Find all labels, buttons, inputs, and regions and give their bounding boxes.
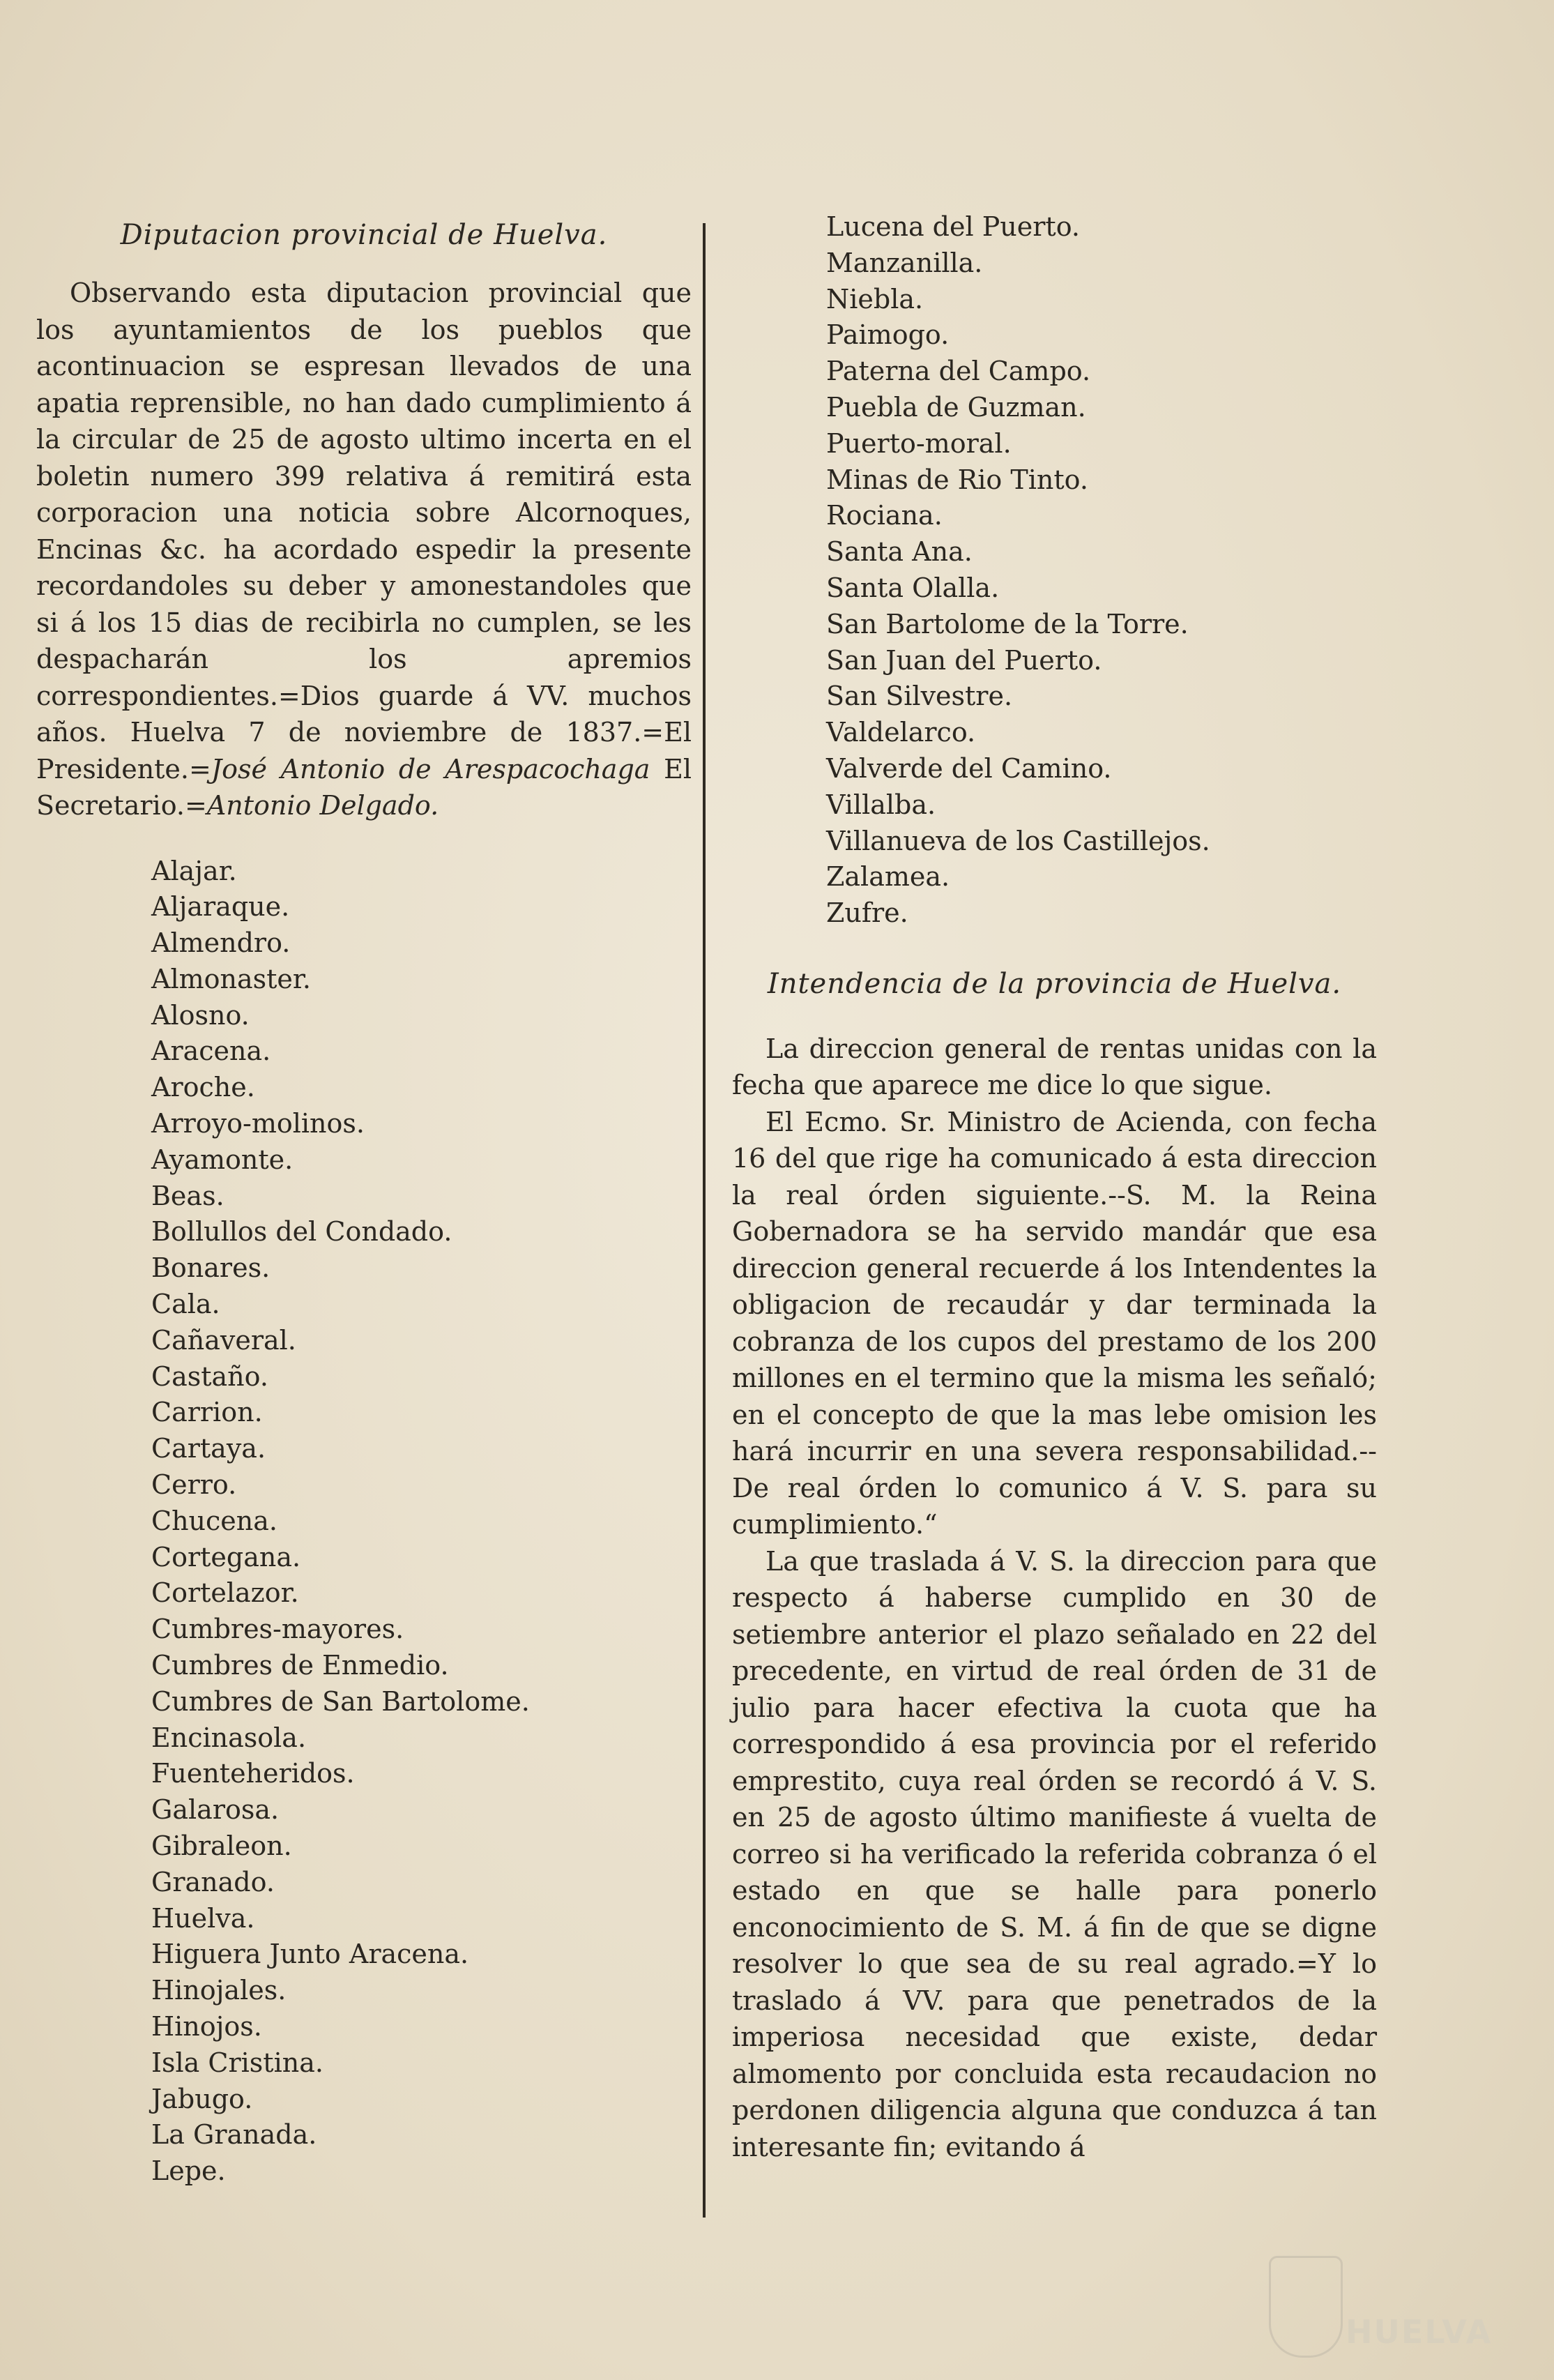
right-column [732, 209, 1377, 2165]
town-item: Cartaya. [151, 1433, 266, 1464]
town-list-right [732, 209, 1377, 932]
town-item: Encinasola. [151, 1722, 307, 1753]
town-item: Arroyo-molinos. [151, 1108, 365, 1139]
town-item: Alajar. [151, 855, 237, 886]
intendencia-paragraph-3: La que traslada á V. S. la direccion para que respecto á haberse cumplido en 30 de setiembre anterior el plazo señalado en 22 del precedente, en virtud de real órden de 31 de julio para hacer efectiva la cuota que ha correspondido á esa provincia por el referido emprestito, cuya real órden se recordó á V. S. en 25 de agosto último manifieste á vuelta de correo si ha verificado la referida cobranza ó el estado en que se halle para ponerlo enconocimiento de S. M. á fin de que se digne resolver lo que sea de su real agrado.=Y lo traslado á VV. para que penetrados de la imperiosa necesidad que existe, dedar almomento por concluida esta recaudacion no perdonen diligencia alguna que conduzca á tan interesante fin; evitando á [732, 1545, 1377, 2162]
town-item: Huelva. [151, 1902, 255, 1934]
town-item: Puerto-moral. [826, 427, 1012, 459]
town-item: Paimogo. [826, 319, 950, 351]
town-item: Bollullos del Condado. [151, 1216, 452, 1248]
town-item: Cumbres-mayores. [151, 1614, 404, 1645]
town-item: Santa Olalla. [826, 572, 1000, 603]
town-item: Almendro. [151, 927, 291, 959]
town-item: Fuenteheridos. [151, 1758, 355, 1789]
town-item: Cañaveral. [151, 1324, 296, 1356]
town-item: Ayamonte. [151, 1144, 294, 1175]
town-item: Valverde del Camino. [826, 752, 1112, 784]
town-list-left [36, 854, 692, 2190]
town-item: Galarosa. [151, 1794, 280, 1826]
town-item: Villalba. [826, 789, 936, 820]
secretary-label: El Secretario.= [36, 753, 692, 821]
crest-icon [1269, 2256, 1343, 2358]
town-item: Isla Cristina. [151, 2047, 323, 2078]
column-divider [703, 223, 706, 2218]
town-item: Granado. [151, 1866, 275, 1897]
town-item: Cumbres de Enmedio. [151, 1650, 449, 1681]
diputacion-notice [36, 275, 692, 824]
town-item: Cortelazor. [151, 1577, 299, 1609]
town-item: Hinojos. [151, 2011, 262, 2042]
town-item: Manzanilla. [826, 247, 983, 278]
watermark-text: HUELVA [1346, 2313, 1493, 2351]
town-item: Hinojales. [151, 1975, 287, 2006]
town-item: Valdelarco. [826, 717, 976, 748]
notice-body: Observando esta diputacion provincial que los ayuntamientos de los pueblos que acontinuacion se espresan llevados de una apatia reprensible, no han dado cumplimiento á la circular de 25 de agosto ultimo incerta en el boletin numero 399 relativa á remitirá esta corporacion una noticia sobre Alcornoques, Encinas &c. ha acordado espedir la presente recordandoles su deber y amonestandoles que si á los 15 dias de recibirla no cumplen, se les despacharán los apremios correspondientes.=Dios guarde á VV. muchos años. Huelva 7 de noviembre de 1837.=El Presidente.= [36, 278, 692, 785]
president-name: José Antonio de Arespacochaga [211, 753, 650, 785]
town-item: Castaño. [151, 1360, 268, 1392]
secretary-name: Antonio Delgado. [206, 790, 439, 821]
town-item: Chucena. [151, 1505, 278, 1536]
town-item: Aljaraque. [151, 891, 290, 923]
town-item: Almonaster. [151, 963, 311, 994]
town-item: Zufre. [826, 897, 908, 929]
town-item: Rociana. [826, 500, 943, 531]
heading-diputacion: Diputacion provincial de Huelva. [120, 219, 608, 251]
town-item: Cerro. [151, 1469, 237, 1501]
town-item: Carrion. [151, 1397, 263, 1428]
town-item: San Juan del Puerto. [826, 644, 1102, 676]
town-item: Cala. [151, 1289, 220, 1320]
town-item: Alosno. [151, 999, 250, 1031]
town-item: Aracena. [151, 1036, 271, 1067]
town-item: Lepe. [151, 2155, 226, 2187]
town-item: Cumbres de San Bartolome. [151, 1685, 530, 1717]
town-item: Beas. [151, 1180, 224, 1211]
heading-intendencia: Intendencia de la provincia de Huelva. [767, 967, 1342, 1000]
town-item: Minas de Rio Tinto. [826, 464, 1088, 495]
town-item: Santa Ana. [826, 536, 973, 568]
town-item: Lucena del Puerto. [826, 211, 1080, 242]
intendencia-paragraph-2: El Ecmo. Sr. Ministro de Acienda, con fecha 16 del que rige ha comunicado á esta direccion la real órden siguiente.--S. M. la Reina Gobernadora se ha servido mandár que esa direccion general recuerde á los Intendentes la obligacion de recaudár y dar terminada la cobranza de los cupos del prestamo de los 200 millones en el termino que la misma les señaló; en el concepto de que la mas lebe omision les hará incurrir en una severa responsabilidad.--De real órden lo comunico á V. S. para su cumplimiento.“ [732, 1106, 1377, 1540]
town-item: Bonares. [151, 1252, 271, 1284]
ayuntamiento-watermark [1269, 2256, 1492, 2360]
town-item: La Granada. [151, 2119, 317, 2151]
town-item: Paterna del Campo. [826, 356, 1091, 387]
town-item: San Silvestre. [826, 681, 1013, 712]
town-item: Higuera Junto Aracena. [151, 1939, 469, 1970]
town-item: Cortegana. [151, 1541, 301, 1572]
town-item: Zalamea. [826, 861, 950, 893]
town-item: Niebla. [826, 283, 924, 314]
town-item: San Bartolome de la Torre. [826, 608, 1189, 639]
town-item: Jabugo. [151, 2083, 253, 2114]
left-column [36, 209, 692, 2190]
town-item: Puebla de Guzman. [826, 391, 1086, 423]
town-item: Villanueva de los Castillejos. [826, 825, 1210, 856]
town-item: Aroche. [151, 1072, 255, 1103]
town-item: Gibraleon. [151, 1831, 292, 1862]
intendencia-paragraph-1: La direccion general de rentas unidas con la fecha que aparece me dice lo que sigue. [732, 1033, 1377, 1101]
